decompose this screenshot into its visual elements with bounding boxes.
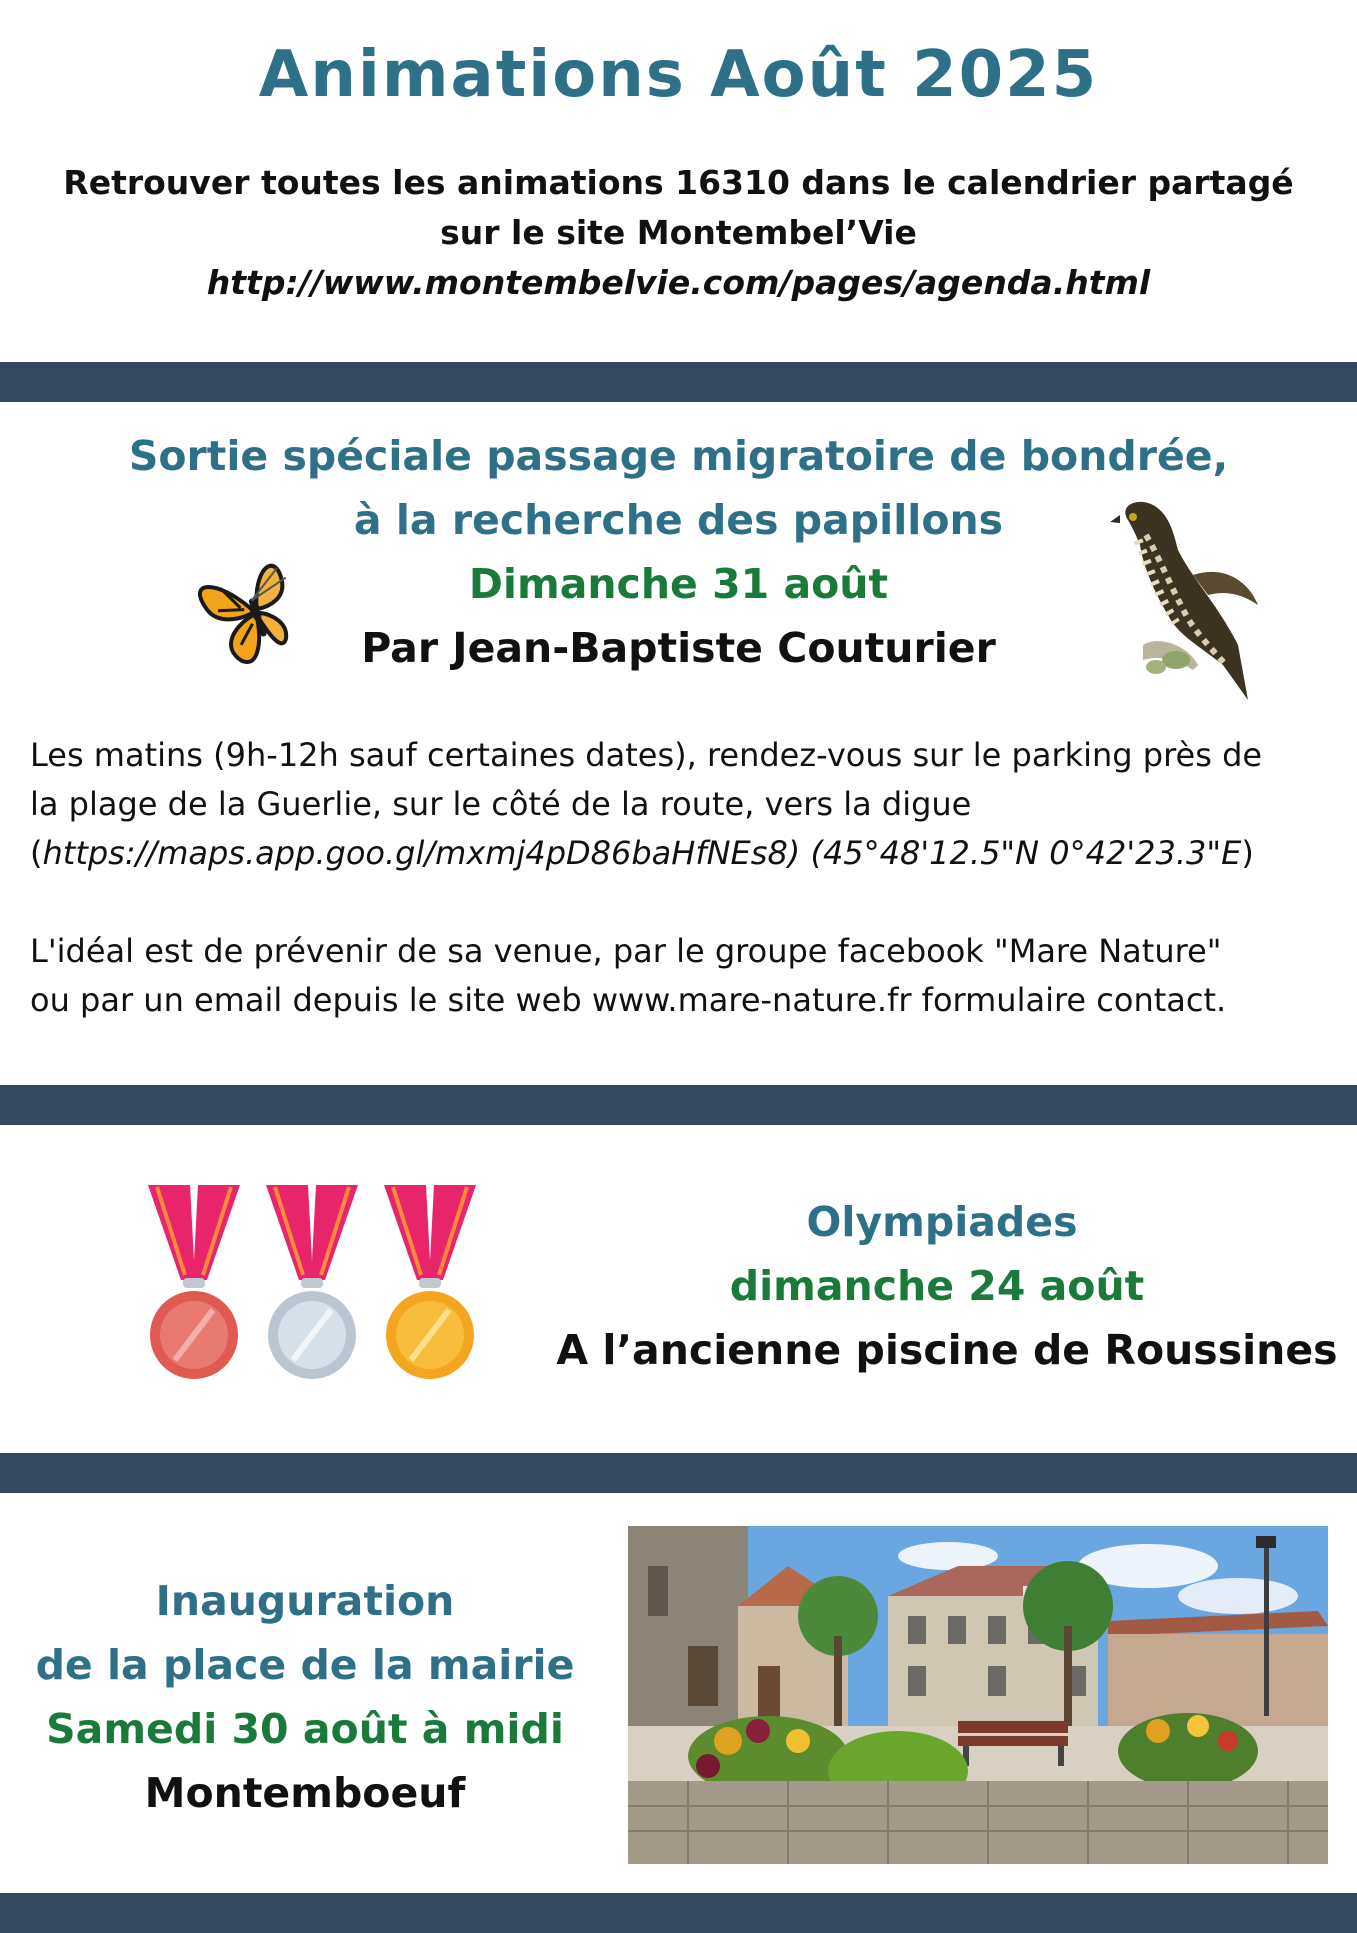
- event2-title: Olympiades: [806, 1198, 1078, 1246]
- divider-3: [0, 1453, 1357, 1493]
- event1-para2-line2: ou par un email depuis le site web www.mare-nature.fr formulaire contact.: [30, 981, 1227, 1019]
- medals-icon: [145, 1185, 480, 1390]
- intro-line-1: Retrouver toutes les animations 16310 dans le calendrier partagé: [63, 163, 1294, 202]
- event1-title-line1: Sortie spéciale passage migratoire de bondrée,: [128, 432, 1229, 480]
- event2-place: A l’ancienne piscine de Roussines: [556, 1326, 1338, 1374]
- divider-4: [0, 1893, 1357, 1933]
- event1-title-line2: à la recherche des papillons: [353, 496, 1004, 544]
- event3-title-line1: Inauguration: [155, 1577, 455, 1625]
- agenda-link[interactable]: http://www.montembelvie.com/pages/agenda.html: [206, 263, 1151, 302]
- paren-open: (: [30, 834, 43, 872]
- event1-speaker: Par Jean-Baptiste Couturier: [361, 624, 996, 672]
- divider-2: [0, 1085, 1357, 1125]
- event3-title-line2: de la place de la mairie: [35, 1641, 575, 1689]
- event1-para1-line1: Les matins (9h-12h sauf certaines dates), rendez-vous sur le parking près de: [30, 736, 1263, 774]
- event1-para1-line3: [30, 829, 1330, 878]
- divider-1: [0, 362, 1357, 402]
- event2-date: dimanche 24 août: [729, 1262, 1145, 1310]
- event1-date: Dimanche 31 août: [468, 560, 889, 608]
- intro-line-2: sur le site Montembel’Vie: [440, 213, 917, 252]
- event1-para2-line1: L'idéal est de prévenir de sa venue, par le groupe facebook "Mare Nature": [30, 932, 1222, 970]
- hawk-icon: [1098, 495, 1268, 710]
- maps-link[interactable]: https://maps.app.goo.gl/mxmj4pD86baHfNEs8) (45°48'12.5"N 0°42'23.3"E: [42, 834, 1242, 872]
- town-square-photo: [628, 1526, 1328, 1864]
- event3-place: Montemboeuf: [144, 1769, 466, 1817]
- page-title: Animations Août 2025: [258, 38, 1099, 112]
- butterfly-icon: [190, 548, 320, 673]
- event1-para1-line2: la plage de la Guerlie, sur le côté de la route, vers la digue: [30, 785, 972, 823]
- paren-close: ): [1241, 834, 1254, 872]
- event3-date: Samedi 30 août à midi: [46, 1705, 564, 1753]
